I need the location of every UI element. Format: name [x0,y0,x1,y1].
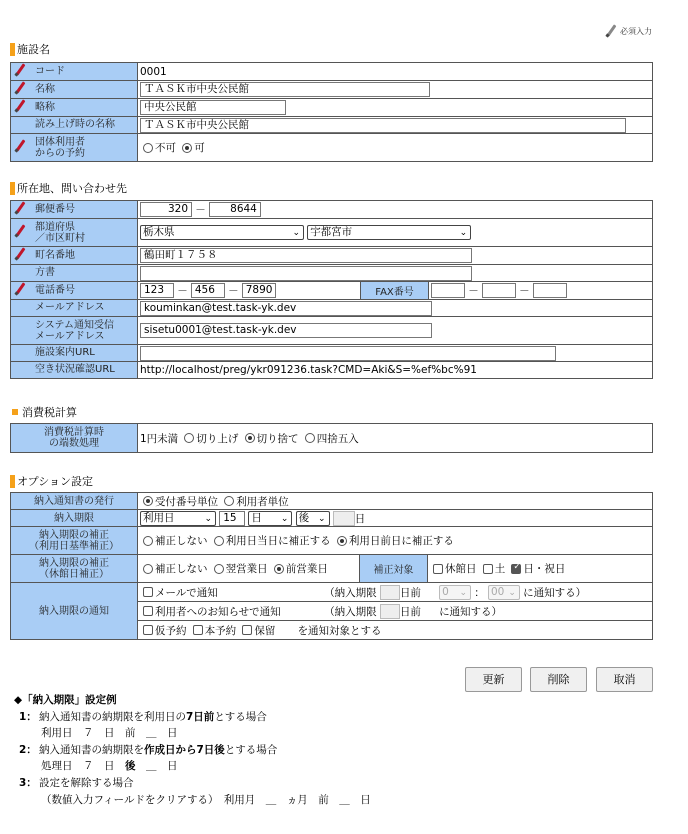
required-pencil-icon [13,139,27,153]
postal-input-1[interactable]: 320 [140,202,192,217]
mail-notice-checkbox[interactable] [143,587,153,597]
examples-title: ◆「納入期限」設定例 [14,694,117,706]
tax-prefix: 1円未満 [140,432,179,445]
deadline-base-select[interactable] [140,511,216,526]
example-2-text-c: とする場合 [224,743,278,756]
adjust-date-same-day-label: 利用日当日に補正する [225,535,331,547]
fax-label: FAX番号 [361,282,429,300]
adjust-date-same-day-radio[interactable] [214,536,224,546]
tax-roundup-label: 切り上げ [196,432,239,445]
chevron-down-icon: ⌄ [459,228,468,238]
tax-truncate-label: 切り捨て [256,432,299,445]
options-section-title [10,473,93,489]
fax-separator-1: － [468,285,479,297]
example-1-num: 1： [19,710,37,723]
required-legend-label: 必須入力 [620,26,652,36]
vacancy-url-value: http://localhost/preg/ykr091236.task?CMD=Aki&S=%ef%bc%91 [140,364,477,376]
example-1-text-a: 納入通知書の納期限を利用日の [39,710,186,723]
deadline-notice-label: 納入期限の通知 [39,605,109,617]
system-email-input[interactable]: sisetu0001@test.task-yk.dev [140,323,432,338]
mail-notice-paren: （納入期限 [324,586,377,599]
hold-label: 保留 [254,624,276,637]
example-2-value-a: 処理日 ７ 日 [41,760,125,773]
address-title-text: 所在地、問い合わせ先 [17,182,127,195]
tax-section-title [10,404,77,420]
deadline-base-value: 利用日 [143,511,175,524]
deadline-extra-input[interactable] [333,511,355,526]
required-legend [604,24,652,38]
example-3-num: 3： [19,776,37,789]
example-3-text-a: 設定を解除する場合 [39,776,134,789]
target-closed-day-checkbox[interactable] [433,564,443,574]
adjust-target-label: 補正対象 [360,555,428,583]
adjust-date-label-1: 納入期限の補正 [39,529,109,541]
example-1-text-c: とする場合 [214,710,267,723]
tax-label-1: 消費税計算時 [44,427,104,438]
prefecture-label-2: ／市区町村 [35,232,85,244]
tax-roundup-radio[interactable] [184,433,194,443]
target-saturday-label: 土 [494,563,506,575]
phone-input-1[interactable]: 123 [140,283,174,298]
deadline-suffix: 日 [354,512,366,525]
example-2-text-a: 納入通知書の納期限を [39,743,144,756]
chevron-down-icon: ⌄ [280,513,289,524]
adjust-holiday-label-2: （休館日補正） [39,568,109,580]
adjust-date-prev-day-radio[interactable] [337,536,347,546]
fax-input-3[interactable] [533,283,567,298]
adjust-date-none-radio[interactable] [143,536,153,546]
system-email-label-1: システム通知受信 [35,319,114,331]
required-pencil-icon [13,247,27,261]
tax-round-label: 四捨五入 [316,432,359,445]
postal-label: 郵便番号 [35,204,75,215]
site-notice-suffix: に通知する） [439,605,503,618]
site-days-suffix: 日前 [399,605,421,618]
tax-title-text: 消費税計算 [22,406,77,419]
fax-separator-2: － [519,285,530,297]
mail-notice-suffix: に通知する） [523,586,587,599]
fax-input-2[interactable] [482,283,516,298]
name-input[interactable]: ＴＡＳＫ市中央公民館 [140,82,430,97]
time-colon: ： [474,586,485,599]
example-2-num: 2： [19,743,37,756]
reading-name-input[interactable]: ＴＡＳＫ市中央公民館 [140,118,626,133]
city-value: 宇都宮市 [310,226,353,238]
adjust-holiday-label-1: 納入期限の補正 [39,557,109,569]
mail-hour-value: 0 [442,585,449,598]
chevron-down-icon: ⌄ [318,513,326,524]
notice-by-receipt-label: 受付番号単位 [155,495,218,508]
group-booking-label-2: からの予約 [35,147,85,159]
notice-issue-label: 納入通知書の発行 [34,495,114,507]
target-sunday-holiday-checkbox[interactable] [511,564,521,574]
group-booking-deny-radio[interactable] [143,143,153,153]
deadline-direction-select[interactable] [296,511,330,526]
town-input[interactable]: 鶴田町１７５８ [140,248,472,263]
deadline-days-input[interactable]: 15 [219,511,245,526]
site-notice-paren: （納入期限 [324,605,377,618]
postal-separator: － [195,204,206,216]
confirmed-label: 本予約 [204,624,237,637]
example-2-value-c: ＿ 日 [135,760,178,773]
building-label: 方書 [35,267,55,279]
reading-name-label: 読み上げ時の名称 [35,119,115,131]
required-pencil-icon [13,63,27,77]
required-pencil-icon [13,201,27,215]
short-name-input[interactable]: 中央公民館 [140,100,286,115]
prefecture-select[interactable] [140,225,304,240]
deadline-unit-value: 日 [251,511,262,524]
mail-minute-select[interactable] [488,585,520,600]
postal-input-2[interactable]: 8644 [209,202,261,217]
target-sunday-holiday-label: 日・祝日 [523,563,566,575]
tax-table [10,423,653,453]
town-label: 町名番地 [35,250,75,261]
guide-url-input[interactable] [140,346,556,361]
site-notice-checkbox[interactable] [143,606,153,616]
example-2-text-b: 作成日から7日後 [144,743,225,756]
phone-input-3[interactable]: 7890 [242,283,276,298]
city-select[interactable] [307,225,471,240]
hold-checkbox[interactable] [242,625,252,635]
target-closed-day-label: 休館日 [445,563,477,575]
options-title-text: オプション設定 [17,475,94,488]
adjust-date-none-label: 補正しない [155,535,208,547]
update-button[interactable]: 更新 [465,667,522,692]
adjust-holiday-next-label: 翌営業日 [225,563,268,575]
short-name-label: 略称 [35,102,55,113]
adjust-holiday-none-label: 補正しない [155,563,208,575]
guide-url-label: 施設案内URL [35,347,95,359]
facility-table [10,62,653,162]
pencil-icon [604,24,618,38]
vacancy-url-label: 空き状況確認URL [35,364,115,376]
adjust-holiday-prev-label: 前営業日 [285,563,328,575]
adjust-holiday-next-radio[interactable] [214,564,224,574]
example-1-value: 利用日 ７ 日 前 ＿ 日 [41,727,178,740]
adjust-date-prev-day-label: 利用日前日に補正する [348,535,454,547]
required-pencil-icon [13,224,27,238]
chevron-down-icon: ⌄ [459,587,468,598]
cancel-button[interactable]: 取消 [596,667,653,692]
phone-input-2[interactable]: 456 [191,283,225,298]
example-1-text-b: 7日前 [186,710,215,723]
name-label: 名称 [35,84,55,95]
example-2-value-b: 後 [125,760,136,773]
example-1 [14,709,371,726]
email-label: メールアドレス [35,302,105,314]
address-section-title [10,180,127,196]
group-booking-label-1: 団体利用者 [35,136,85,148]
fax-input-1[interactable] [431,283,465,298]
facility-section-title [10,41,50,57]
tax-label-2: の端数処理 [49,438,99,449]
prefecture-value: 栃木県 [143,226,175,238]
site-notice-label: 利用者へのお知らせで通知 [155,605,281,618]
notice-by-user-label: 利用者単位 [236,495,289,508]
chevron-down-icon: ⌄ [292,228,300,238]
target-saturday-checkbox[interactable] [483,564,493,574]
facility-title-text: 施設名 [17,43,50,56]
phone-separator-2: － [228,285,239,297]
tax-round-radio[interactable] [305,433,315,443]
group-booking-allow-label: 可 [194,142,205,154]
deadline-direction-value: 後 [298,511,310,524]
mail-days-input[interactable] [380,585,400,600]
tax-truncate-radio[interactable] [245,433,255,443]
deadline-label: 納入期限 [54,512,94,524]
address-table [10,200,653,379]
delete-button[interactable]: 削除 [530,667,587,692]
provisional-checkbox[interactable] [143,625,153,635]
code-value: 0001 [140,65,167,78]
chevron-down-icon: ⌄ [508,587,516,598]
required-pencil-icon [13,99,27,113]
system-email-label-2: メールアドレス [35,330,105,342]
group-booking-deny-label: 不可 [155,142,176,154]
adjust-holiday-prev-radio[interactable] [274,564,284,574]
provisional-label: 仮予約 [155,624,187,637]
phone-label: 電話番号 [35,285,75,296]
deadline-examples [14,692,371,808]
notice-by-user-radio[interactable] [224,496,234,506]
adjust-date-label-2: （利用日基準補正） [29,540,119,552]
group-booking-allow-radio[interactable] [182,143,192,153]
notice-by-receipt-radio[interactable] [143,496,153,506]
building-input[interactable] [140,266,472,281]
example-2-value [14,758,371,775]
example-3 [14,775,371,792]
deadline-unit-select[interactable] [248,511,292,526]
mail-minute-value: 00 [490,585,505,598]
example-3-value: （数値入力フィールドをクリアする） 利用月 ＿ ヵ月 前 ＿ 日 [41,793,371,806]
mail-days-suffix: 日前 [399,586,421,599]
prefecture-label-1: 都道府県 [35,221,75,233]
email-input[interactable]: kouminkan@test.task-yk.dev [140,301,432,316]
chevron-down-icon: ⌄ [204,513,212,524]
required-pencil-icon [13,282,27,296]
options-table [10,492,653,640]
mail-notice-label: メールで通知 [155,586,218,599]
required-pencil-icon [13,81,27,95]
code-label: コード [35,66,65,77]
types-suffix: を通知対象とする [297,624,382,637]
adjust-holiday-none-radio[interactable] [143,564,153,574]
phone-separator-1: － [177,285,188,297]
example-2 [14,742,371,759]
mail-hour-select[interactable] [439,585,471,600]
site-days-input[interactable] [380,604,400,619]
confirmed-checkbox[interactable] [193,625,203,635]
